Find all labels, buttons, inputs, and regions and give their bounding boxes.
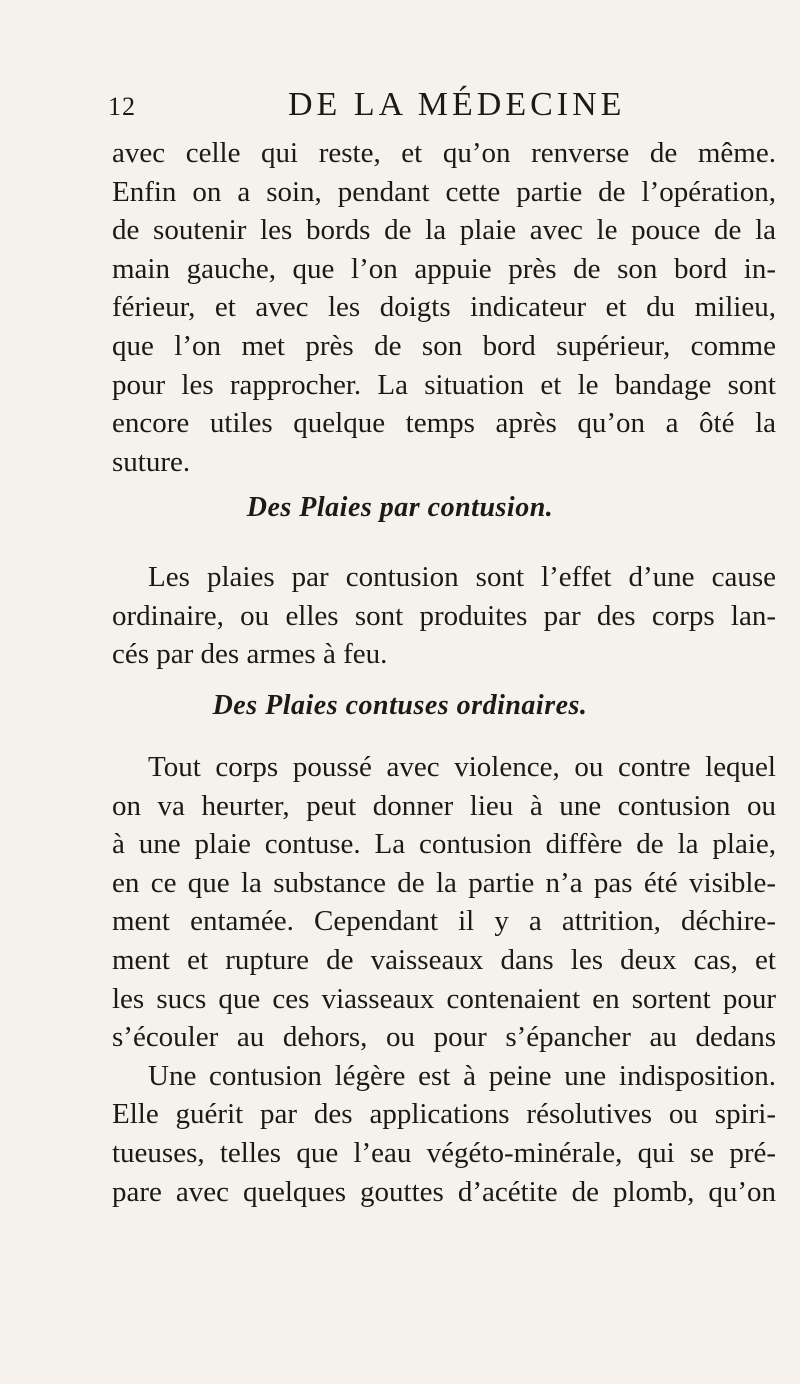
text-line: encore utiles quelque temps après qu’on a ôté la [112, 407, 776, 440]
text-line: main gauche, que l’on appuie près de son bord in- [112, 252, 776, 285]
text-line: pour les rapprocher. La situation et le bandage sont [112, 368, 776, 401]
page-number: 12 [108, 92, 136, 121]
text-line: avec celle qui reste, et qu’on renverse de même. [112, 137, 776, 169]
text-line: cés par des armes à feu. [112, 638, 388, 671]
text-line: on va heurter, peut donner lieu à une contusion ou [112, 789, 776, 822]
text-line: Tout corps poussé avec violence, ou contre lequel [148, 751, 776, 783]
running-head: DE LA MÉDECINE [288, 86, 626, 123]
page-header [108, 86, 748, 126]
section-heading-contusion: Des Plaies par contusion. [246, 492, 554, 523]
text-line: de soutenir les bords de la plaie avec le pouce de la [112, 214, 776, 247]
text-line: tueuses, telles que l’eau végéto-minérale, qui se pré- [112, 1136, 776, 1169]
text-line: Enfin on a soin, pendant cette partie de l’opération, [112, 175, 776, 208]
text-line: ment entamée. Cependant il y a attrition, déchire- [112, 905, 776, 938]
text-line: s’écouler au dehors, ou pour s’épancher au dedans [112, 1021, 776, 1054]
paragraph-contuses-ordinaires [112, 748, 776, 1211]
text-line: suture. [112, 445, 191, 478]
text-line: en ce que la substance de la partie n’a pas été visible- [112, 866, 776, 899]
text-line: à une plaie contuse. La contusion diffère de la plaie, [112, 828, 776, 861]
text-line: Les plaies par contusion sont l’effet d’une cause [148, 561, 776, 593]
text-line: Une contusion légère est à peine une indisposition. [148, 1059, 776, 1092]
text-line: férieur, et avec les doigts indicateur et du milieu, [112, 291, 776, 324]
text-line: ordinaire, ou elles sont produites par des corps lan- [112, 599, 776, 632]
text-line: ment et rupture de vaisseaux dans les deux cas, et [112, 943, 776, 976]
text-line: les sucs que ces viasseaux contenaient en sortent pour [112, 982, 776, 1015]
text-line: pare avec quelques gouttes d’acétite de plomb, qu’on [112, 1175, 776, 1208]
section-heading-contuses-ordinaires: Des Plaies contuses ordinaires. [212, 690, 588, 721]
paragraph-continued [112, 134, 776, 481]
text-line: que l’on met près de son bord supérieur, comme [112, 329, 776, 362]
paragraph-contusion [112, 558, 776, 674]
text-line: Elle guérit par des applications résolutives ou spiri- [112, 1098, 776, 1131]
